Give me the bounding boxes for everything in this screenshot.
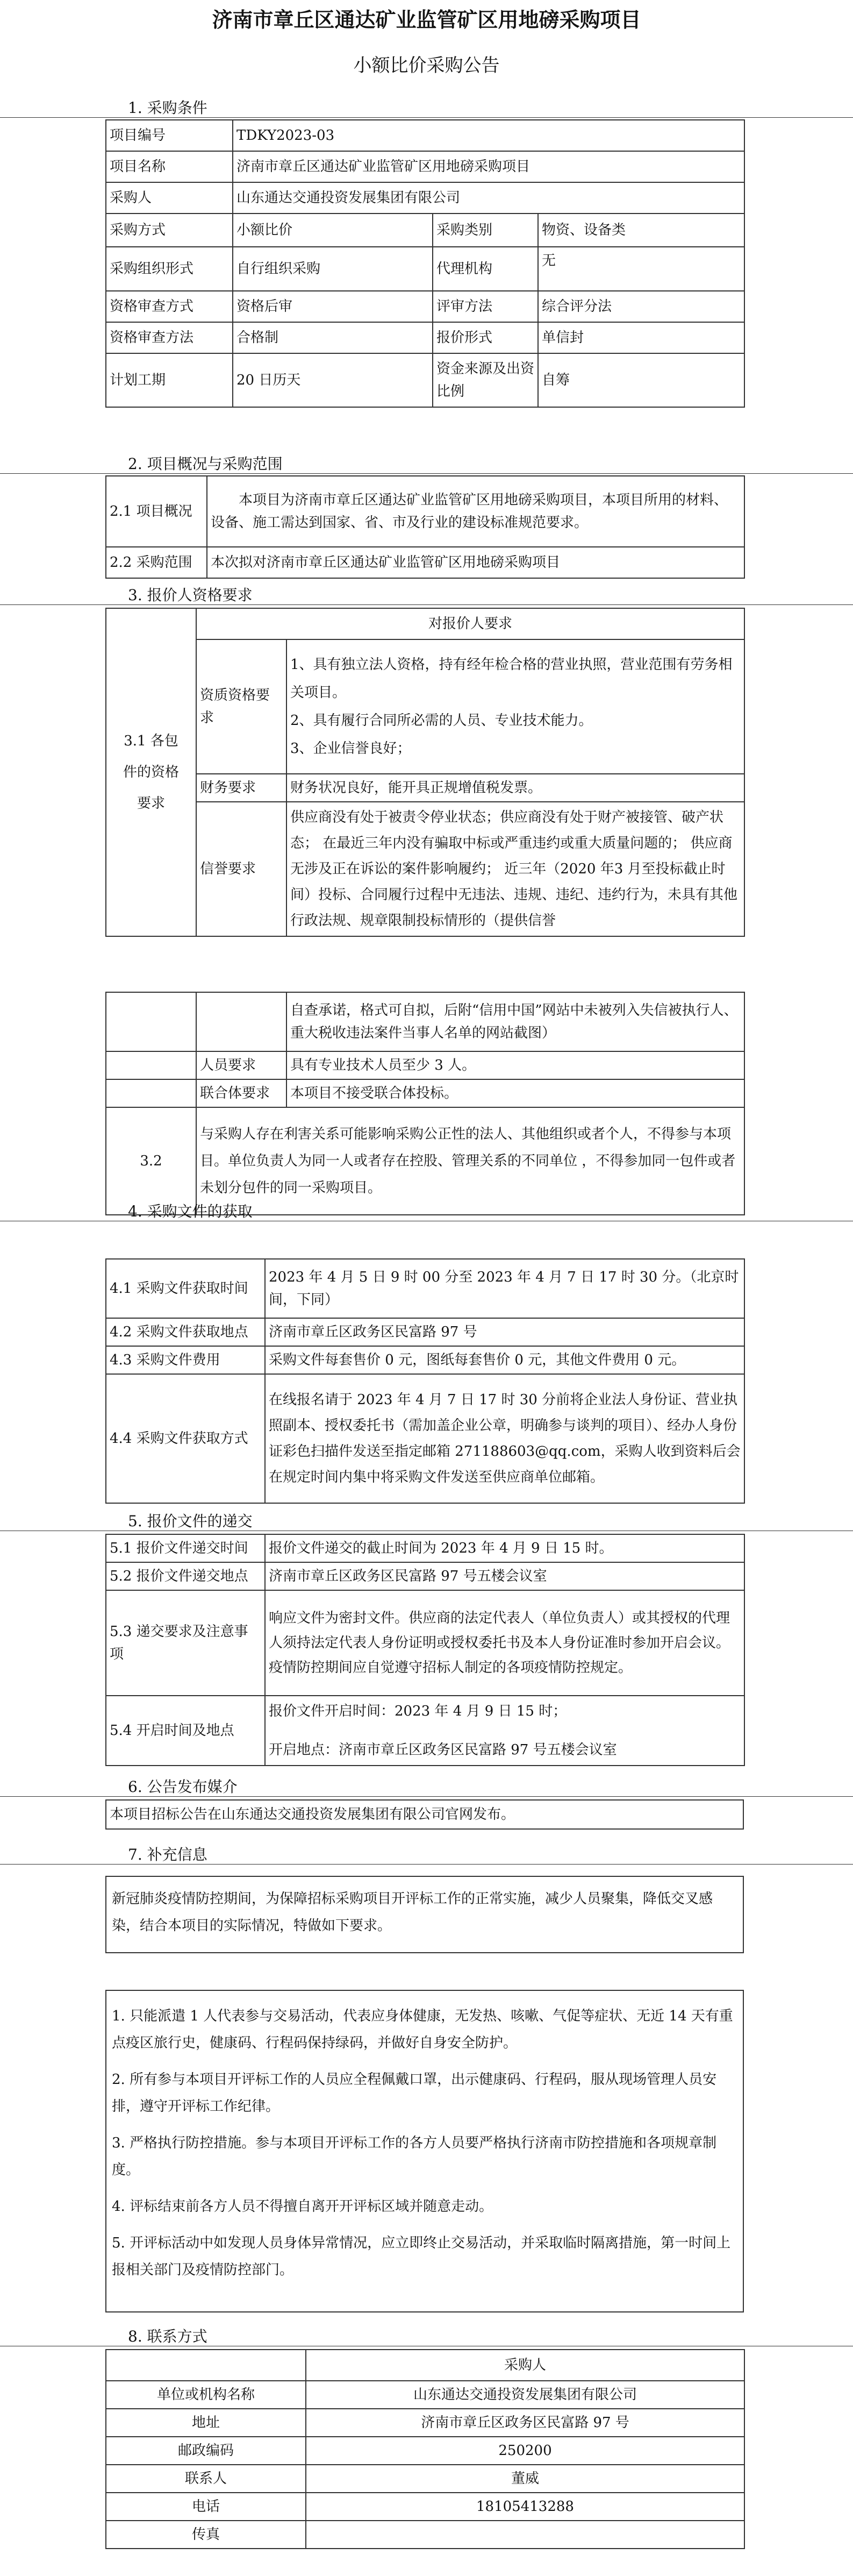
table-cell-label: 代理机构 [433, 247, 538, 291]
qualification-table [105, 608, 745, 937]
list-item: 4. 评标结束前各方人员不得擅自离开开评标区域并随意走动。 [112, 2198, 493, 2215]
table-cell-value: 董威 [306, 2465, 744, 2493]
table-cell-value: 在线报名请于 2023 年 4 月 7 日 17 时 30 分前将企业法人身份证、营业执照副本、授权委托书（需加盖企业公章，明确参与谈判的项目）、经办人身份证彩色扫描件发送至指定邮箱 271188603@qq.com，采购人收到资料后会在规定时间内集中将采购文件发送至供应商单位邮箱。 [265, 1374, 744, 1503]
table-cell-value: 1、具有独立法人资格，持有经年检合格的营业执照，营业范围有劳务相关项目。 2、具有履行合同所必需的人员、专业技术能力。 3、企业信誉良好； [286, 639, 744, 774]
supplement-list-box [105, 1990, 744, 2312]
table-cell-label: 5.2 报价文件递交地点 [106, 1562, 265, 1590]
section-divider [0, 117, 853, 118]
section-divider [0, 1796, 853, 1797]
table-cell-value: 济南市章丘区政务区民富路 97 号五楼会议室 [265, 1562, 744, 1590]
section-7-heading: 7. 补充信息 [128, 1846, 207, 1863]
table-cell-value: 自查承诺，格式可自拟，后附“信用中国”网站中未被列入失信被执行人、重大税收违法案件当事人名单的网站截图） [286, 992, 744, 1051]
open-time: 报价文件开启时间：2023 年 4 月 9 日 15 时； [269, 1703, 567, 1719]
table-cell-value: 报价文件递交的截止时间为 2023 年 4 月 9 日 15 时。 [265, 1534, 744, 1562]
table-cell-value: TDKY2023-03 [233, 120, 744, 151]
table-cell-value: 小额比价 [233, 214, 433, 247]
table-cell-label: 联合体要求 [196, 1079, 286, 1107]
media-text: 本项目招标公告在山东通达交通投资发展集团有限公司官网发布。 [106, 1800, 743, 1829]
table-cell-value: 单信封 [538, 322, 744, 353]
table-cell-value: 物资、设备类 [538, 214, 744, 247]
table-cell-value: 本项目不接受联合体投标。 [286, 1079, 744, 1107]
table-cell-label: 项目名称 [106, 151, 233, 182]
table-cell-value: 财务状况良好，能开具正规增值税发票。 [286, 774, 744, 802]
section-divider [0, 473, 853, 474]
page-subtitle: 小额比价采购公告 [353, 55, 500, 76]
table-cell-label: 人员要求 [196, 1051, 286, 1079]
table-cell-value: 无 [538, 247, 744, 291]
table-cell-value: 250200 [306, 2437, 744, 2465]
table-cell-value [265, 1696, 744, 1766]
table-cell-value: 山东通达交通投资发展集团有限公司 [233, 182, 744, 214]
table-header: 采购人 [306, 2350, 744, 2381]
table-cell-value: 自筹 [538, 353, 744, 407]
section-6-heading: 6. 公告发布媒介 [128, 1778, 238, 1796]
table-cell-value: 合格制 [233, 322, 433, 353]
table-cell-value: 自行组织采购 [233, 247, 433, 291]
section-3-heading: 3. 报价人资格要求 [128, 586, 253, 604]
table-cell-value: 本项目为济南市章丘区通达矿业监管矿区用地磅采购项目，本项目所用的材料、设备、施工需达到国家、省、市及行业的建设标准规范要求。 [207, 476, 744, 547]
table-cell-value: 20 日历天 [233, 353, 433, 407]
table-cell-label: 财务要求 [196, 774, 286, 802]
list-item: 2. 所有参与本项目开评标工作的人员应全程佩戴口罩，出示健康码、行程码，服从现场管理人员安排，遵守开评标工作纪律。 [112, 2072, 717, 2115]
table-cell-label: 资格审查方法 [106, 322, 233, 353]
supplement-intro-text: 新冠肺炎疫情防控期间，为保障招标采购项目开评标工作的正常实施，减少人员聚集，降低交叉感染，结合本项目的实际情况，特做如下要求。 [112, 1891, 713, 1934]
table-cell-value: 本次拟对济南市章丘区通达矿业监管矿区用地磅采购项目 [207, 547, 744, 578]
contact-table [105, 2349, 745, 2549]
table-cell-label: 邮政编码 [106, 2437, 306, 2465]
supplement-intro-box [105, 1876, 744, 1953]
table-cell-value: 与采购人存在利害关系可能影响采购公正性的法人、其他组织或者个人，不得参与本项目。单位负责人为同一人或者存在控股、管理关系的不同单位 ，不得参加同一包件或者未划分包件的同一采购项目。 [196, 1107, 744, 1215]
section-2-heading: 2. 项目概况与采购范围 [128, 455, 283, 473]
table-cell-value: 18105413288 [306, 2493, 744, 2521]
table-cell-label: 资金来源及出资比例 [433, 353, 538, 407]
table-cell-value: 济南市章丘区通达矿业监管矿区用地磅采购项目 [233, 151, 744, 182]
list-item: 3. 严格执行防控措施。参与本项目开评标工作的各方人员要严格执行济南市防控措施和各项规章制度。 [112, 2135, 717, 2178]
list-item: 5. 开评标活动中如发现人员身体异常情况，应立即终止交易活动，并采取临时隔离措施，第一时间上报相关部门及疫情防控部门。 [112, 2235, 731, 2278]
table-cell-blank [106, 2350, 306, 2381]
table-cell-label: 资质资格要求 [196, 639, 286, 774]
table-cell-label: 单位或机构名称 [106, 2381, 306, 2409]
table-cell-value: 响应文件为密封文件。供应商的法定代表人（单位负责人）或其授权的代理人须持法定代表人身份证明或授权委托书及本人身份证准时参加开启会议。疫情防控期间应自觉遵守招标人制定的各项疫情防控规定。 [265, 1590, 744, 1696]
table-cell-value: 综合评分法 [538, 291, 744, 322]
page-title: 济南市章丘区通达矿业监管矿区用地磅采购项目 [212, 8, 641, 32]
table-cell-value: 资格后审 [233, 291, 433, 322]
table-cell-label: 2.2 采购范围 [106, 547, 207, 578]
table-cell-label: 传真 [106, 2521, 306, 2549]
table-cell-label: 地址 [106, 2409, 306, 2437]
table-cell-label: 5.1 报价文件递交时间 [106, 1534, 265, 1562]
table-header: 对报价人要求 [196, 608, 744, 639]
table-cell-label: 计划工期 [106, 353, 233, 407]
table-cell-label: 资格审查方式 [106, 291, 233, 322]
table-cell-label: 报价形式 [433, 322, 538, 353]
table-cell-value: 具有专业技术人员至少 3 人。 [286, 1051, 744, 1079]
project-overview-table [105, 475, 745, 579]
table-cell-label: 评审方法 [433, 291, 538, 322]
table-cell-label: 4.1 采购文件获取时间 [106, 1259, 265, 1318]
section-divider [0, 1864, 853, 1865]
table-cell-value: 济南市章丘区政务区民富路 97 号 [306, 2409, 744, 2437]
table-cell-label: 2.1 项目概况 [106, 476, 207, 547]
section-divider [0, 604, 853, 605]
table-cell-blank [106, 1051, 196, 1079]
table-cell-label: 5.3 递交要求及注意事项 [106, 1590, 265, 1696]
table-cell-value: 山东通达交通投资发展集团有限公司 [306, 2381, 744, 2409]
submission-table [105, 1534, 745, 1766]
table-cell-value [306, 2521, 744, 2549]
table-cell-label: 电话 [106, 2493, 306, 2521]
document-acquisition-table [105, 1258, 745, 1504]
list-item: 1. 只能派遣 1 人代表参与交易活动，代表应身体健康，无发热、咳嗽、气促等症状、无近 14 天有重点疫区旅行史，健康码、行程码保持绿码，并做好自身安全防护。 [112, 2008, 733, 2051]
table-cell-label: 采购方式 [106, 214, 233, 247]
table-cell-label: 4.2 采购文件获取地点 [106, 1318, 265, 1346]
table-cell-label: 信誉要求 [196, 802, 286, 936]
table-cell-label: 采购组织形式 [106, 247, 233, 291]
section-8-heading: 8. 联系方式 [128, 2328, 207, 2345]
table-cell-label: 采购人 [106, 182, 233, 214]
table-cell-label: 5.4 开启时间及地点 [106, 1696, 265, 1766]
table-cell-label: 3.2 [106, 1107, 196, 1215]
table-cell-blank [106, 1079, 196, 1107]
table-cell-label: 4.4 采购文件获取方式 [106, 1374, 265, 1503]
table-cell-label: 4.3 采购文件费用 [106, 1346, 265, 1374]
table-cell-label: 3.1 各包件的资格要求 [106, 608, 196, 936]
procurement-conditions-table [105, 119, 745, 408]
table-cell-value: 供应商没有处于被责令停业状态；供应商没有处于财产被接管、破产状态； 在最近三年内没有骗取中标或严重违约或重大质量问题的； 供应商无涉及正在诉讼的案件影响履约； 近三年（2020 年3 月至投标截止时间）投标、合同履行过程中无违法、违规、违纪、违约行为，未具有其他行政法规、规章限制投标情形的（提供信誉 [286, 802, 744, 936]
table-cell-value: 济南市章丘区政务区民富路 97 号 [265, 1318, 744, 1346]
table-cell-label: 联系人 [106, 2465, 306, 2493]
media-table [105, 1799, 744, 1830]
qualification-table-continued [105, 992, 745, 1215]
table-cell-label: 采购类别 [433, 214, 538, 247]
section-1-heading: 1. 采购条件 [128, 99, 207, 117]
table-cell-value: 采购文件每套售价 0 元，图纸每套售价 0 元，其他文件费用 0 元。 [265, 1346, 744, 1374]
section-4-heading: 4. 采购文件的获取 [128, 1202, 253, 1220]
table-cell-label: 项目编号 [106, 120, 233, 151]
table-cell-value: 2023 年 4 月 5 日 9 时 00 分至 2023 年 4 月 7 日 17 时 30 分。（北京时间，下同） [265, 1259, 744, 1318]
open-location: 开启地点：济南市章丘区政务区民富路 97 号五楼会议室 [269, 1742, 617, 1758]
section-5-heading: 5. 报价文件的递交 [128, 1512, 253, 1530]
table-cell-blank [106, 992, 196, 1051]
table-cell-blank [196, 992, 286, 1051]
